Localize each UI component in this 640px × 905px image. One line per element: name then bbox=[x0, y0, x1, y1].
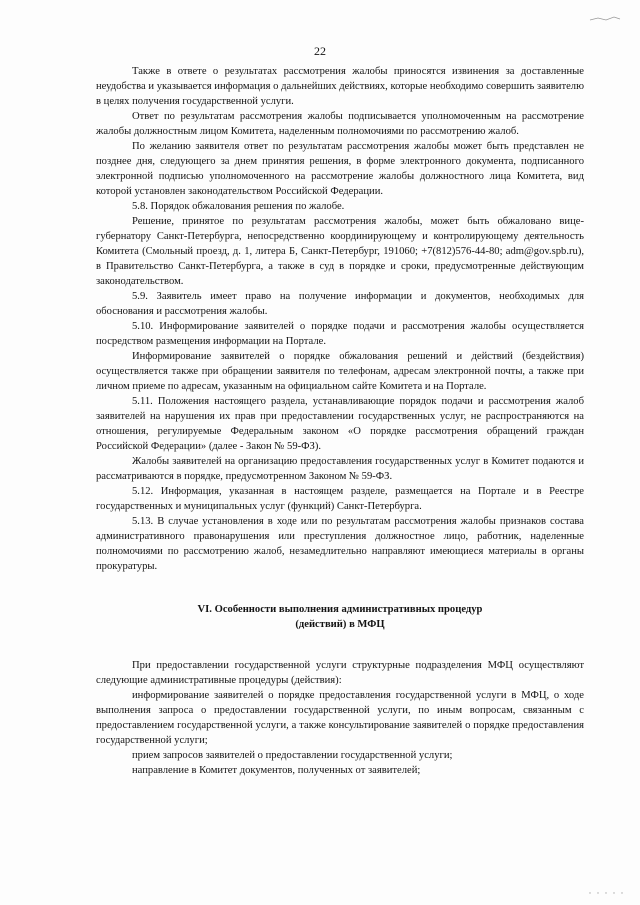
paragraph: Жалобы заявителей на организацию предоставления государственных услуг в Комитет подаются и рассматриваются в порядке, предусмотренном Законом № 59-ФЗ. bbox=[96, 456, 584, 482]
page-number: 22 bbox=[314, 44, 326, 58]
paragraph: Также в ответе о результатах рассмотрения жалобы приносятся извинения за доставленные неудобства и указывается информация о дальнейших действиях, которые необходимо совершить заявителю в целях получения государственной услуги. bbox=[96, 66, 584, 107]
paragraph: При предоставлении государственной услуги структурные подразделения МФЦ осуществляют следующие административные процедуры (действия): bbox=[96, 660, 584, 686]
document-body bbox=[96, 64, 584, 778]
section-heading-line: (действий) в МФЦ bbox=[295, 619, 385, 630]
paragraph: Ответ по результатам рассмотрения жалобы подписывается уполномоченным на рассмотрение жалобы должностным лицом Комитета, наделенным полномочиями по рассмотрению жалоб. bbox=[96, 111, 584, 137]
paragraph: 5.9. Заявитель имеет право на получение информации и документов, необходимых для обоснования и рассмотрения жалобы. bbox=[96, 291, 584, 317]
paragraph: информирование заявителей о порядке предоставления государственной услуги в МФЦ, о ходе выполнения запроса о предоставлении государственной услуги, по иным вопросам, связанным с предоставлением государственной услуги, а также консультирование заявителей о порядке предоставления государственной услуги; bbox=[96, 690, 584, 746]
paragraph: Решение, принятое по результатам рассмотрения жалобы, может быть обжаловано вице-губернатору Санкт-Петербурга, непосредственно координирующему и контролирующему деятельность Комитета (Смольный проезд, д. 1, литера Б, Санкт-Петербург, 191060; +7(812)576-44-80; adm@gov.spb.ru), в Правительство Санкт-Петербурга, а также в суд в порядке и сроки, предусмотренные действующим законодательством. bbox=[96, 216, 584, 287]
paragraph: 5.13. В случае установления в ходе или по результатам рассмотрения жалобы признаков состава административного правонарушения или преступления должностное лицо, работник, наделенные полномочиями по рассмотрению жалоб, незамедлительно направляют имеющиеся материалы в органы прокуратуры. bbox=[96, 516, 584, 572]
paragraph: По желанию заявителя ответ по результатам рассмотрения жалобы может быть представлен не позднее дня, следующего за днем принятия решения, в форме электронного документа, подписанного электронной подписью уполномоченного на рассмотрение жалобы должностного лица Комитета, вид которой установлен законодательством Российской Федерации. bbox=[96, 141, 584, 197]
section-heading-line: VI. Особенности выполнения административных процедур bbox=[197, 604, 483, 615]
paragraph: 5.11. Положения настоящего раздела, устанавливающие порядок подачи и рассмотрения жалоб заявителей на нарушения их прав при предоставлении государственных услуг, не распространяются на отношения, регулируемые Федеральным законом «О порядке рассмотрения обращений граждан Российской Федерации» (далее - Закон № 59-ФЗ). bbox=[96, 396, 584, 452]
scan-mark bbox=[588, 14, 622, 24]
paragraph: 5.12. Информация, указанная в настоящем разделе, размещается на Портале и в Реестре государственных и муниципальных услуг (функций) Санкт-Петербурга. bbox=[96, 486, 584, 512]
section-heading bbox=[96, 602, 584, 632]
paragraph: Информирование заявителей о порядке обжалования решений и действий (бездействия) осуществляется также при обращении заявителя по телефонам, адресам электронной почты, а также при личном приеме по адресам, указанным на официальном сайте Комитета и на Портале. bbox=[96, 351, 584, 392]
paragraph: направление в Комитет документов, полученных от заявителей; bbox=[132, 765, 421, 776]
scan-dots bbox=[586, 891, 626, 895]
paragraph: 5.10. Информирование заявителей о порядке подачи и рассмотрения жалобы осуществляется посредством размещения информации на Портале. bbox=[96, 321, 584, 347]
paragraph: 5.8. Порядок обжалования решения по жалобе. bbox=[132, 201, 345, 212]
paragraph: прием запросов заявителей о предоставлении государственной услуги; bbox=[132, 750, 453, 761]
